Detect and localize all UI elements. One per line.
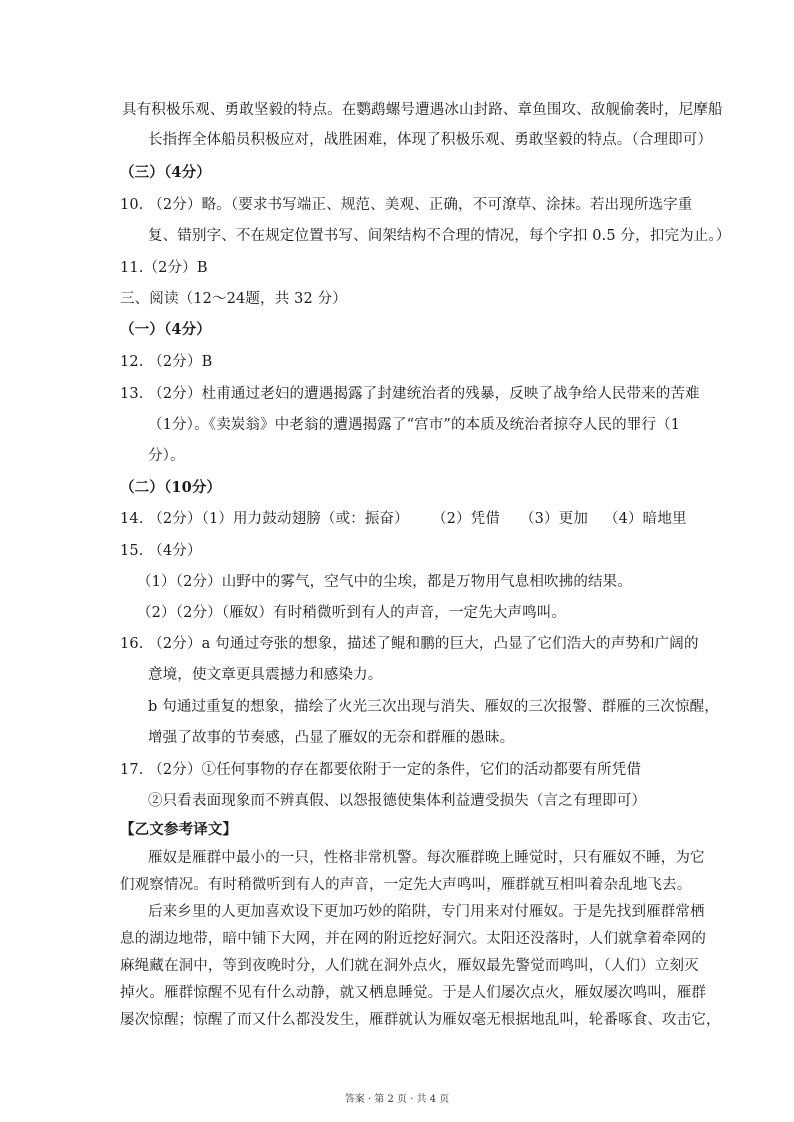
answer-subitem: （1）（2分）山野中的雾气，空气中的尘埃，都是万物用气息相吹拂的结果。 <box>137 574 632 590</box>
text-line: ②只看表面现象而不辨真假、以怨报德使集体利益遭受损失（言之有理即可） <box>148 793 647 809</box>
answer-part: （4）暗地里 <box>604 511 687 527</box>
text-line: （1分）。《卖炭翁》中老翁的遭遇揭露了“宫市”的本质及统治者掠夺人民的罪行（1 <box>148 417 681 433</box>
answer-item: 17. （2分）①任何事物的存在都要依附于一定的条件，它们的活动都要有所凭借 <box>120 762 642 778</box>
answer-item: 13. （2分）杜甫通过老妇的遭遇揭露了封建统治者的残暴，反映了战争给人民带来的苦难 <box>120 386 700 402</box>
answer-item: 14. （2分）（1）用力鼓动翅膀（或：振奋） <box>120 511 409 527</box>
answer-item: 10. （2分）略。（要求书写端正、规范、美观、正确，不可潦草、涂抹。若出现所选字重 <box>120 197 693 213</box>
section-heading: 【乙文参考译文】 <box>120 821 238 838</box>
page-footer: 答案 · 第 2 页 · 共 4 页 <box>344 1094 450 1105</box>
section-heading: 三、阅读（12～24题，共 32 分） <box>120 291 347 307</box>
translation-line: 雁奴是雁群中最小的一只，性格非常机警。每次雁群晚上睡觉时，只有雁奴不睡，为它 <box>148 850 705 866</box>
text-line: 复、错别字、不在规定位置书写、间架结构不合理的情况，每个字扣 0.5 分，扣完为止。） <box>148 228 731 244</box>
answer-subitem: （2）（2分）（雁奴）有时稍微听到有人的声音，一定先大声鸣叫。 <box>137 605 567 621</box>
text-line: 分）。 <box>148 448 185 464</box>
answer-part: （3）更加 <box>520 511 588 527</box>
answer-item: 16. （2分）a 句通过夸张的想象，描述了鲲和鹏的巨大，凸显了它们浩大的声势和广阔的 <box>120 636 699 652</box>
text-line: 意境，使文章更具震撼力和感染力。 <box>148 667 383 683</box>
section-heading: （一）（4分） <box>120 321 211 338</box>
answer-item: 12. （2分）B <box>120 354 213 370</box>
section-heading: （三）（4分） <box>120 164 211 181</box>
translation-line: 后来乡里的人更加喜欢设下更加巧妙的陷阱，专门用来对付雁奴。于是先找到雁群常栖 <box>148 904 705 920</box>
answer-part: （2）凭借 <box>432 511 500 527</box>
text-line: 具有积极乐观、勇敢坚毅的特点。在鹦鹉螺号遭遇冰山封路、章鱼围攻、敌舰偷袭时，尼摩船 <box>122 102 723 118</box>
translation-line: 掉火。雁群惊醒不见有什么动静，就又栖息睡觉。于是人们屡次点火，雁奴屡次鸣叫，雁群 <box>120 985 706 1001</box>
text-line: 长指挥全体船员积极应对，战胜困难，体现了积极乐观、勇敢坚毅的特点。（合理即可） <box>148 132 713 148</box>
text-line: 增强了故事的节奏感，凸显了雁奴的无奈和群雁的愚昧。 <box>148 730 515 746</box>
translation-line: 们观察情况。有时稍微听到有人的声音，一定先大声鸣叫，雁群就互相叫着杂乱地飞去。 <box>120 877 692 893</box>
answer-item: 15. （4分） <box>120 543 202 559</box>
translation-line: 麻绳藏在洞中，等到夜晚时分，人们就在洞外点火，雁奴最先警觉而鸣叫，（人们）立刻灭 <box>120 958 699 974</box>
answer-item: 11.（2分）B <box>120 260 208 276</box>
text-line: b 句通过重复的想象，描绘了火光三次出现与消失、雁奴的三次报警、群雁的三次惊醒， <box>148 699 719 715</box>
section-heading: （二）（10分） <box>120 479 222 496</box>
translation-line: 屡次惊醒；惊醒了而又什么都没发生，雁群就认为雁奴毫无根据地乱叫，轮番啄食、攻击它， <box>120 1012 721 1028</box>
translation-line: 息的湖边地带，暗中铺下大网，并在网的附近挖好洞穴。太阳还没落时，人们就拿着牵网的 <box>120 931 706 947</box>
